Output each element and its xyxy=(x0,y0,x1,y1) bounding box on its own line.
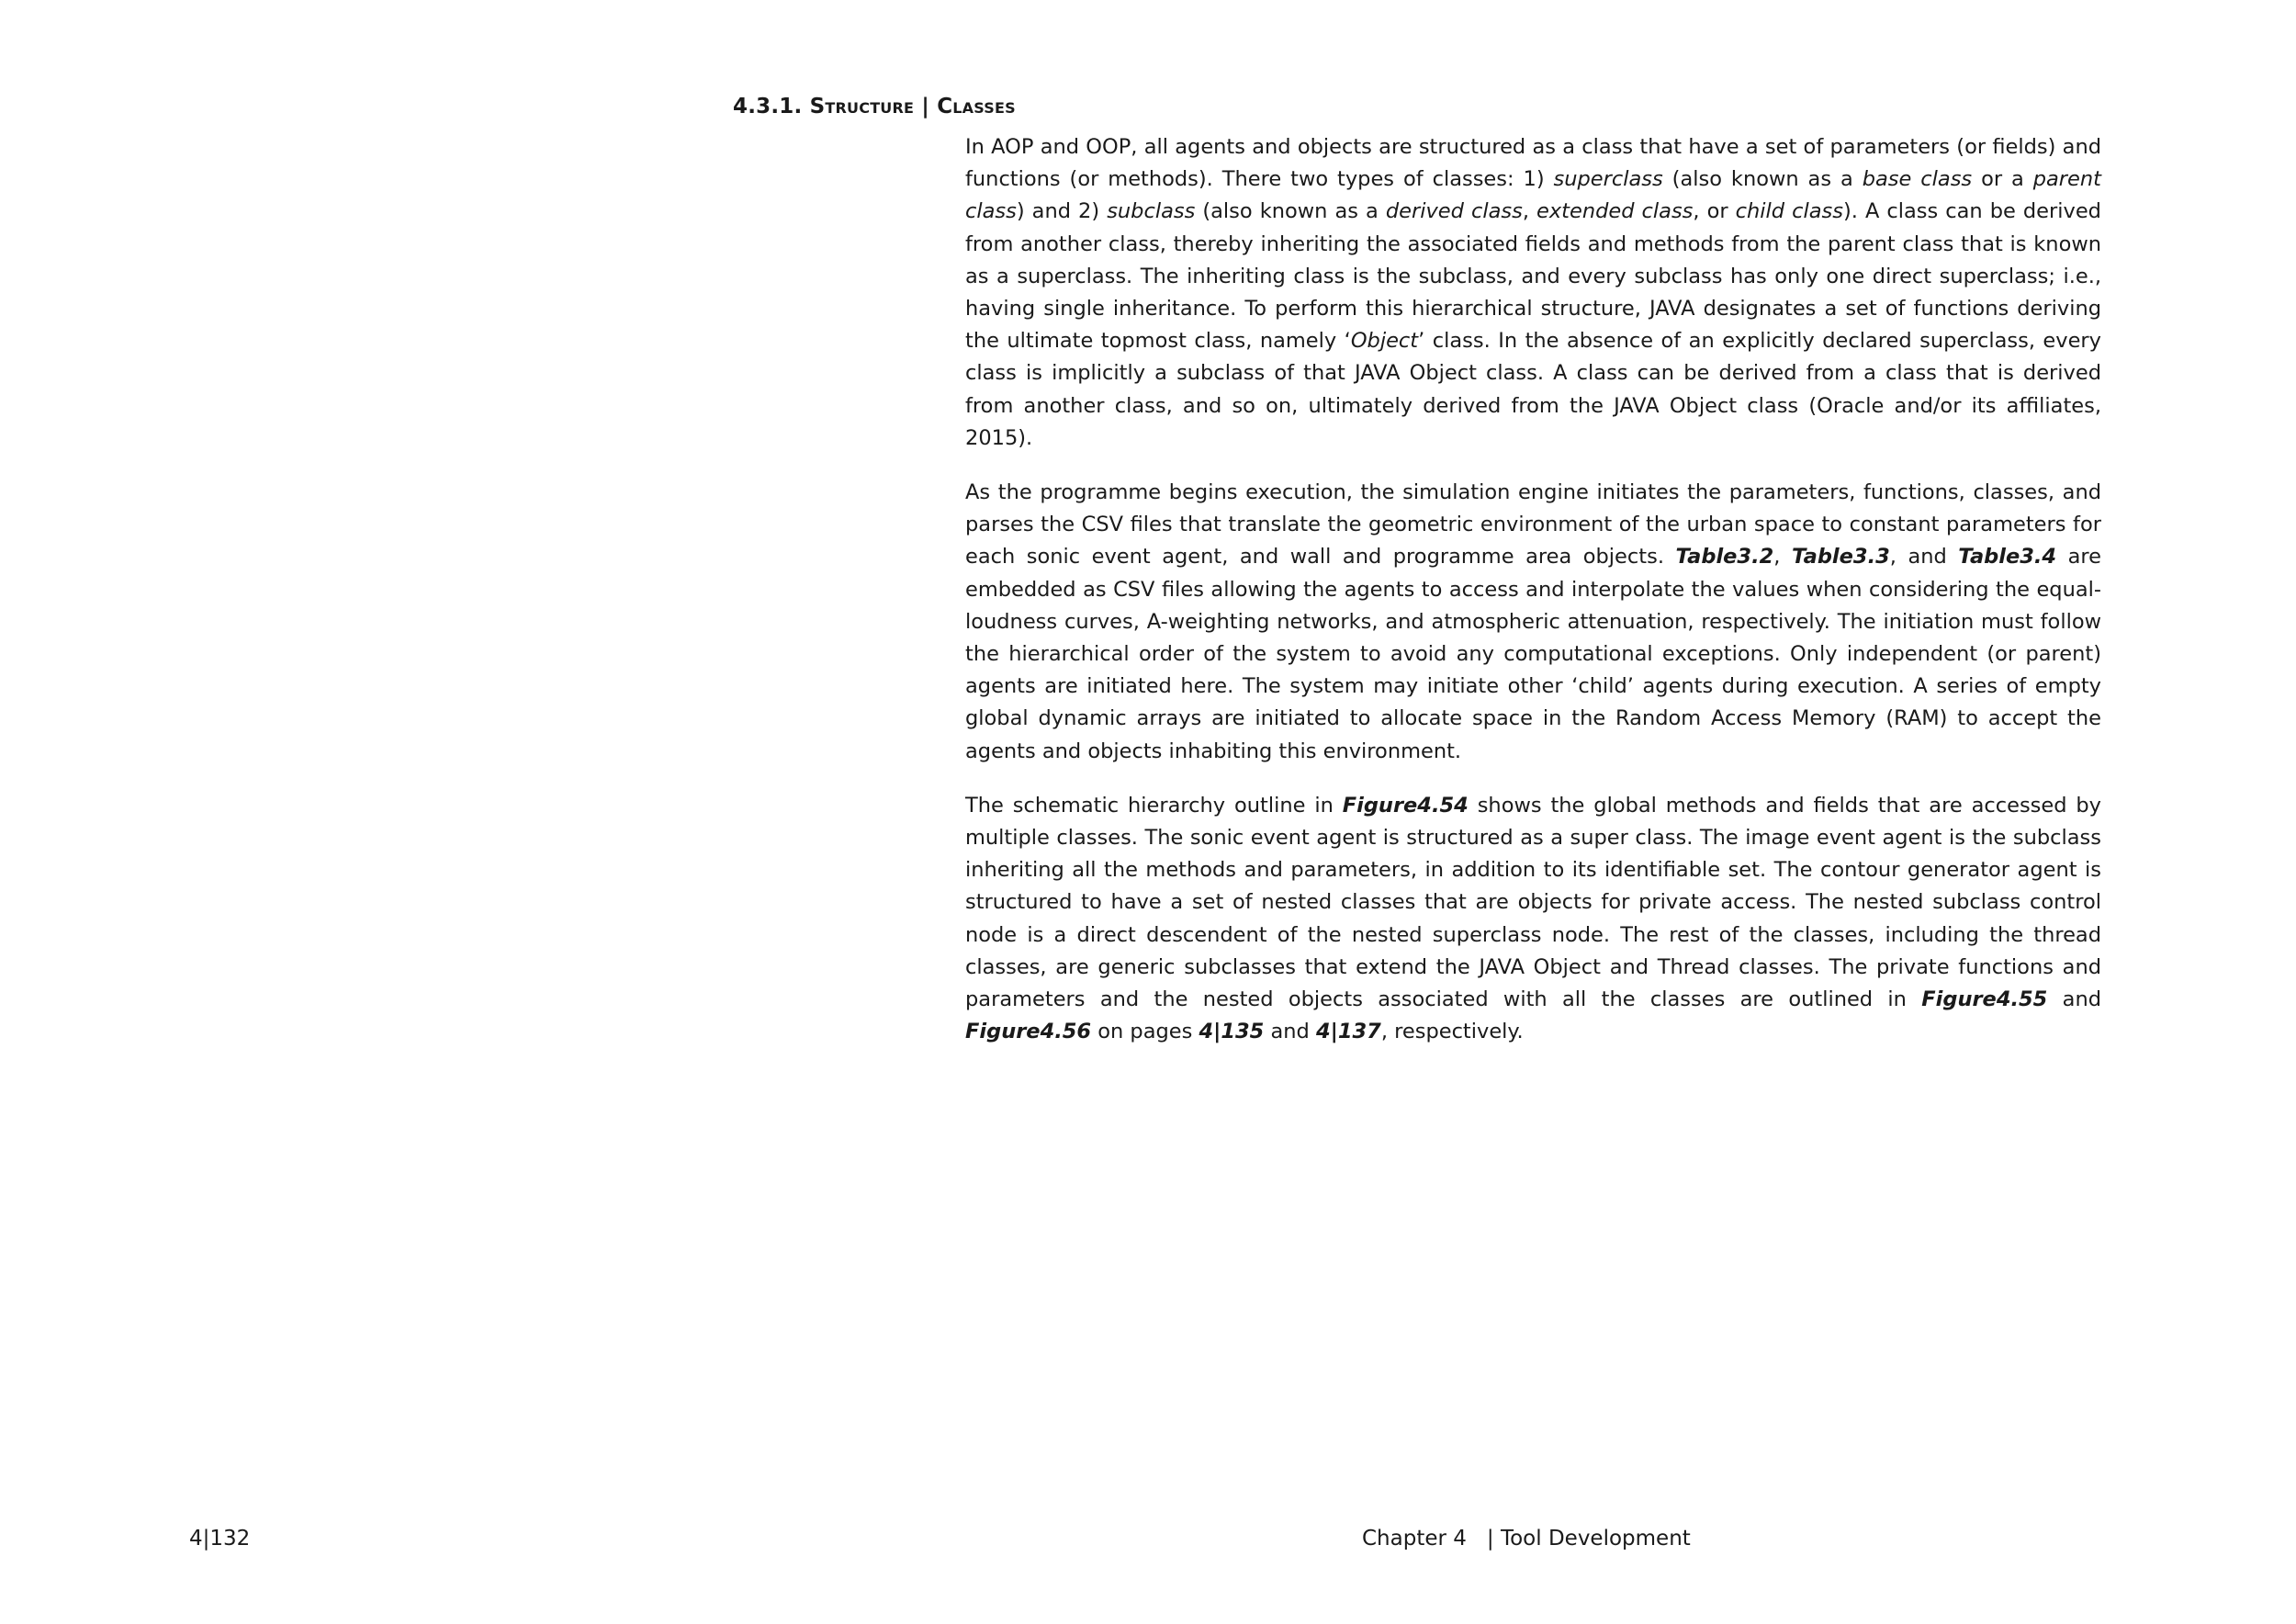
footer-chapter xyxy=(1362,1527,1691,1551)
section-title-part1: Structure xyxy=(809,95,915,118)
table-reference[interactable]: Table3.3 xyxy=(1791,545,1890,570)
footer-page-number: 4|132 xyxy=(189,1527,251,1551)
body-text xyxy=(965,131,2101,1070)
table-reference[interactable]: Table3.2 xyxy=(1675,545,1774,570)
page-reference[interactable]: 4|135 xyxy=(1199,1020,1265,1044)
figure-reference[interactable]: Figure4.54 xyxy=(1342,793,1469,818)
paragraph-1: In AOP and OOP, all agents and objects are structured as a class that have a set of parameters (or fields) and functions (or methods). There two types of classes: 1) superclass (also known as a base class or a parent class) and 2) subclass (also known as a derived class, extended class, or child class). A class can be derived from another class, thereby inheriting the associated fields and methods from the parent class that is known as a superclass. The inheriting class is the subclass, and every subclass has only one direct superclass; i.e., having single inheritance. To perform this hierarchical structure, JAVA designates a set of functions deriving the ultimate topmost class, namely ‘Object’ class. In the absence of an explicitly declared superclass, every class is implicitly a subclass of that JAVA Object class. A class can be derived from a class that is derived from another class, and so on, ultimately derived from the JAVA Object class (Oracle and/or its affiliates, 2015). xyxy=(965,135,2101,450)
section-heading xyxy=(733,95,1016,118)
paragraph-2: As the programme begins execution, the simulation engine initiates the parameters, functions, classes, and parses the CSV files that translate the geometric environment of the urban space to constant parameters for each sonic event agent, and wall and programme area objects. Table3.2, Table3.3, and Table3.4 are embedded as CSV files allowing the agents to access and interpolate the values when considering the equal-loudness curves, A-weighting networks, and atmospheric attenuation, respectively. The initiation must follow the hierarchical order of the system to avoid any computational exceptions. Only independent (or parent) agents are initiated here. The system may initiate other ‘child’ agents during execution. A series of empty global dynamic arrays are initiated to allocate space in the Random Access Memory (RAM) to accept the agents and objects inhabiting this environment. xyxy=(965,480,2101,763)
page-reference[interactable]: 4|137 xyxy=(1315,1020,1381,1044)
section-title-part2: Classes xyxy=(937,95,1016,118)
footer-chapter-label: Chapter 4 xyxy=(1362,1527,1467,1551)
figure-reference[interactable]: Figure4.56 xyxy=(965,1020,1092,1044)
table-reference[interactable]: Table3.4 xyxy=(1958,545,2057,570)
paragraph-3: The schematic hierarchy outline in Figure4.54 shows the global methods and fields that are accessed by multiple classes. The sonic event agent is structured as a super class. The image event agent is the subclass inheriting all the methods and parameters, in addition to its identifiable set. The contour generator agent is structured to have a set of nested classes that are objects for private access. The nested subclass control node is a direct descendent of the nested superclass node. The rest of the classes, including the thread classes, are generic subclasses that extend the JAVA Object and Thread classes. The private functions and parameters and the nested objects associated with all the classes are outlined in Figure4.55 and Figure4.56 on pages 4|135 and 4|137, respectively. xyxy=(965,793,2102,1044)
footer-chapter-title: | Tool Development xyxy=(1486,1527,1691,1551)
figure-reference[interactable]: Figure4.55 xyxy=(1921,987,2048,1012)
section-separator: | xyxy=(921,95,929,118)
section-number: 4.3.1. xyxy=(733,95,803,118)
